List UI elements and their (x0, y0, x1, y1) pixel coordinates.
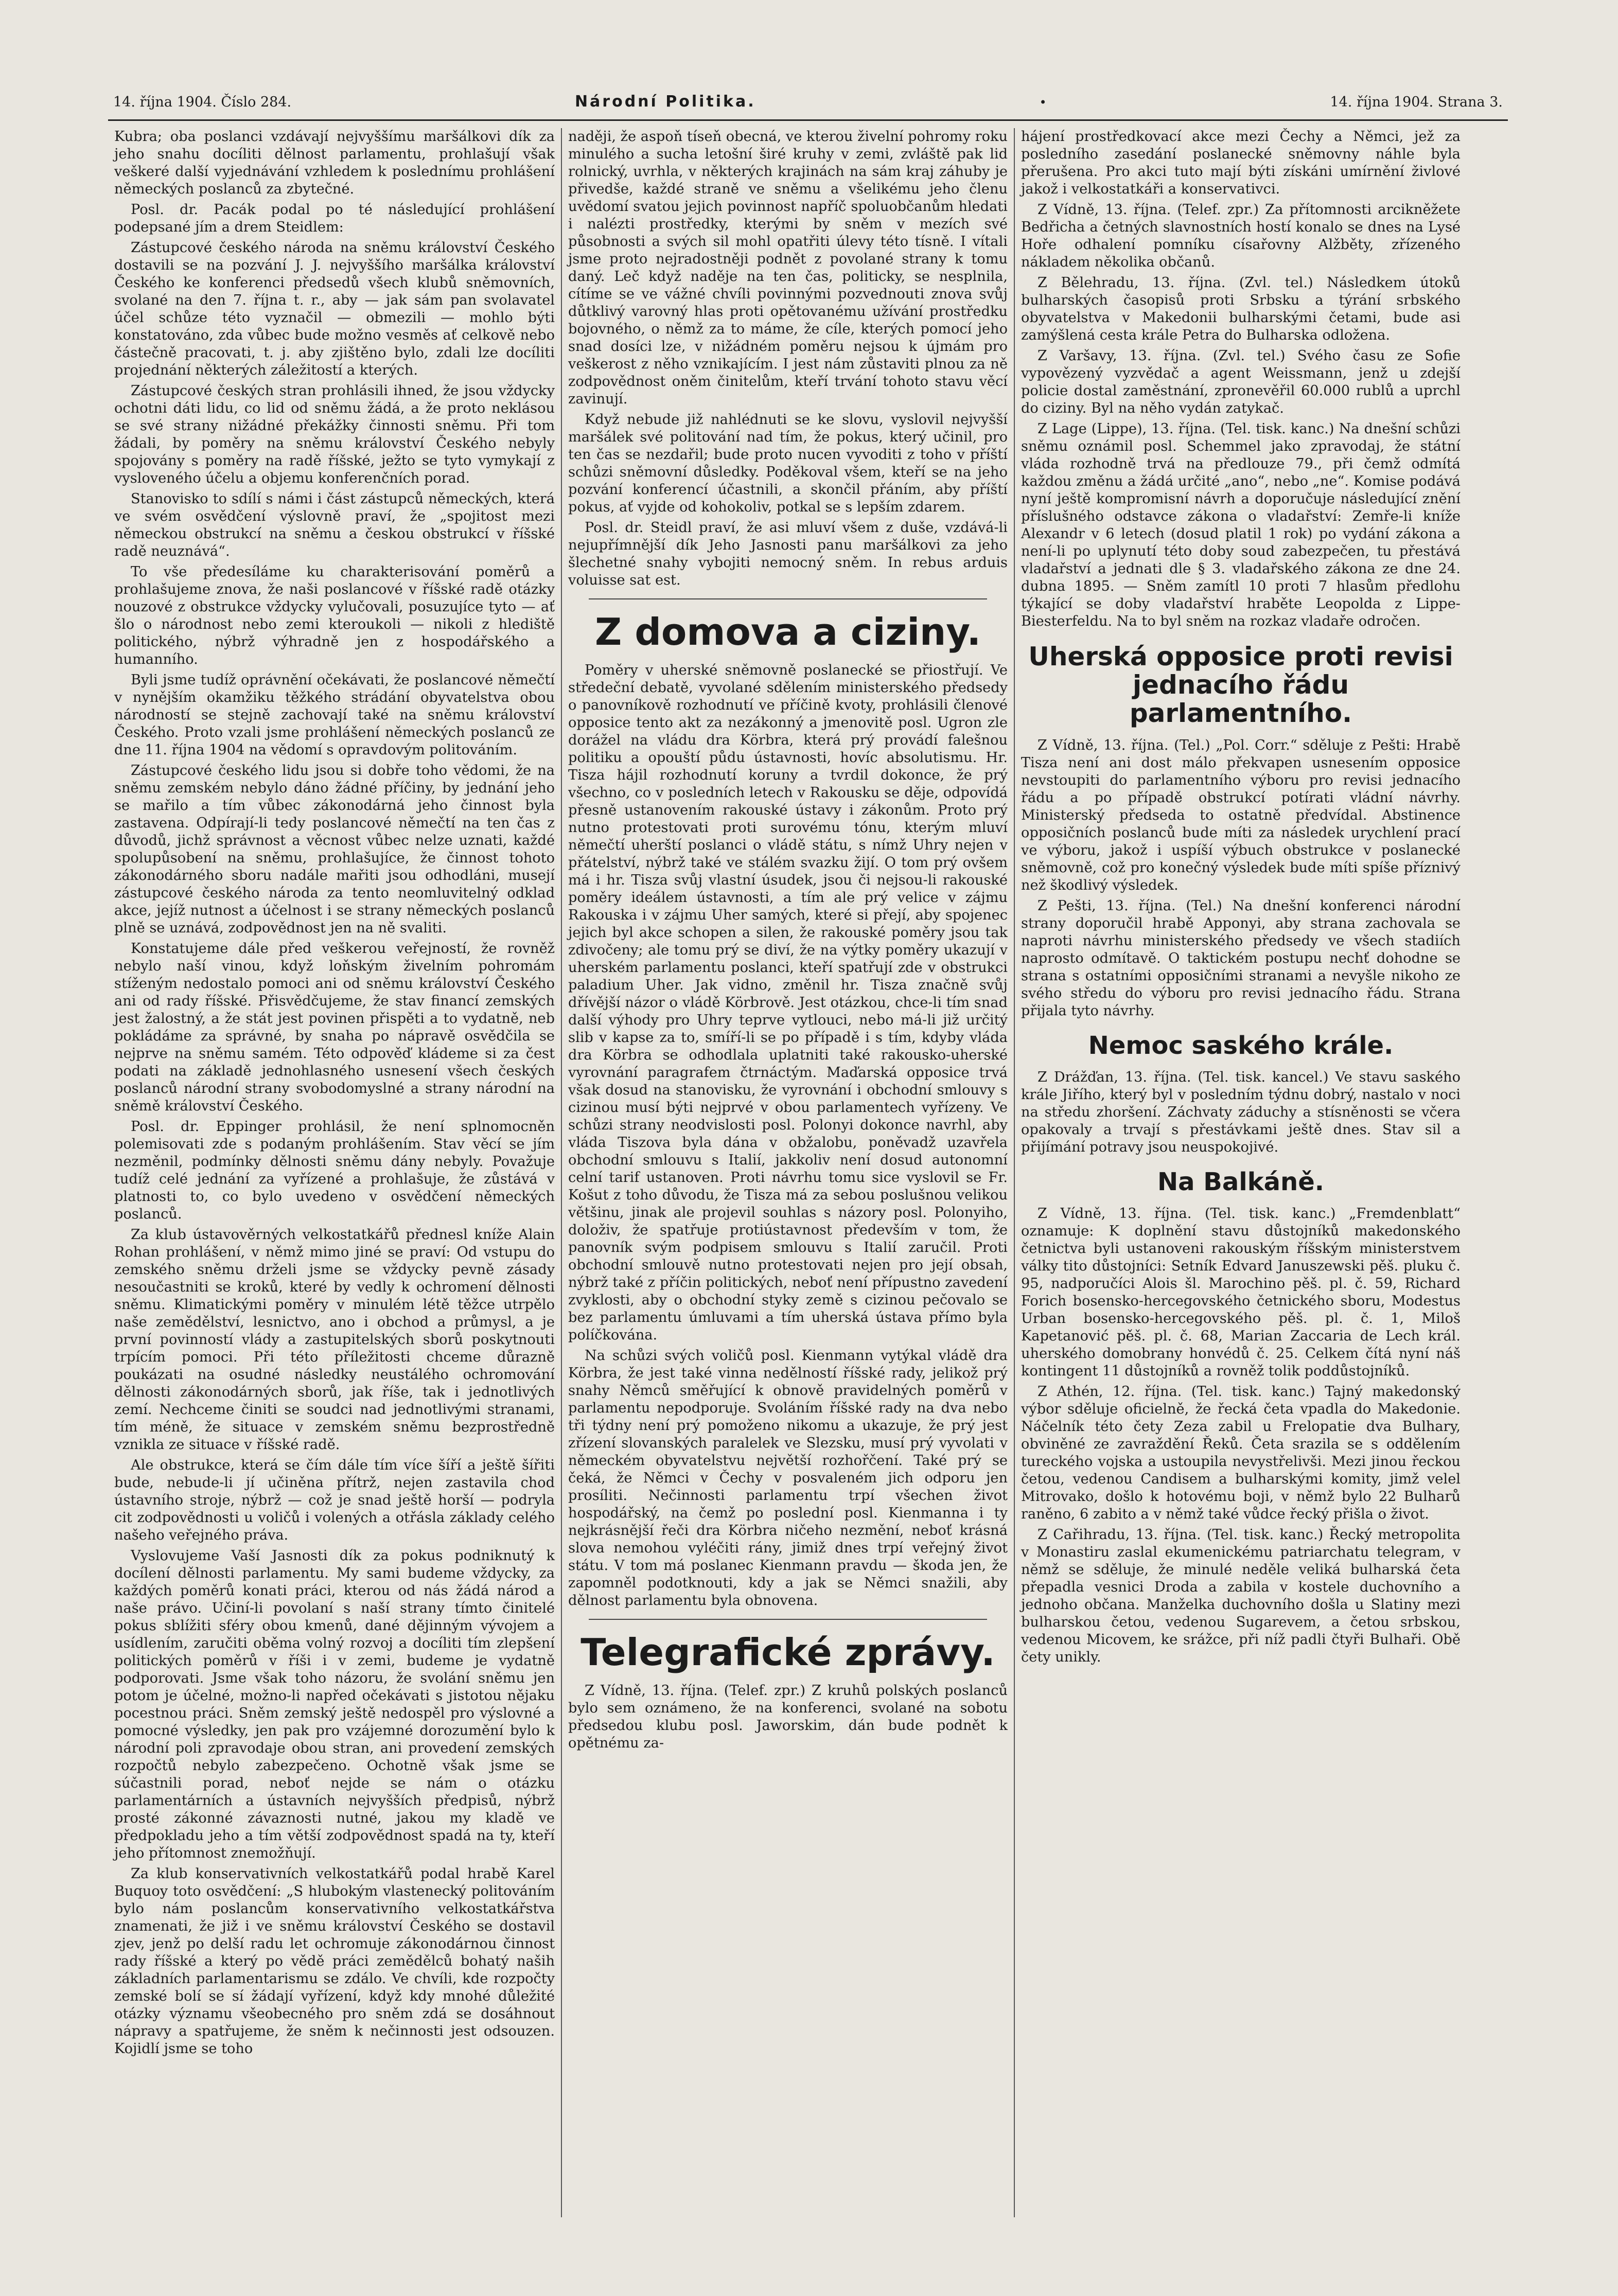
paragraph: Ale obstrukce, která se čím dále tím více šíří a ještě šířiti bude, nebude-li jí učiněna přítrž, nejen zastavila chod ústavního stroje, nýbrž — což je snad ještě horší — podryla cit zodpovědnosti u voličů i volených a otřásla základy celého našeho veřejného práva. (114, 1457, 555, 1543)
paragraph: Zástupcové českého národa na sněmu království Českého dostavili se na pozvání J. J. nejvyššího maršálka království Českého ke konferenci předsedů všech klubů sněmovních, svolané na den 7. října t. r., aby — jak sám pan svolavatel účel schůze této vyznačil — obmezili — mohlo býti konstatováno, zda vůbec bude možno vesměs ať celkově nebo částečně pracovati, t. j. aby zjištěno bylo, zdali lze docíliti projednání některých záležitostí a kterých. (114, 240, 555, 378)
paragraph: Z Vídně, 13. října. (Telef. zpr.) Za přítomnosti arcikněžete Bedřicha a četných slavnostních hostí konalo se dnes na Lysé Hoře odhalení pomníku císařovny Alžběty, zřízeného nákladem několika občanů. (1021, 202, 1461, 270)
paragraph: naději, že aspoň tíseň obecná, ve kterou živelní pohromy roku minulého a sucha letošní širé kruhy v zemi, zvláště pak lid rolnický, uvrhla, v některých krajinách na sám kraj záhuby je přivedše, každé straně ve sněmu a všelikému jeho členu uvědomí svatou jejich povinnost napříč spoluobčanům hledati i nalézti prostředky, kterými by sněm v mezích své působnosti a svých sil mohl opatřiti úlevy této tísně. I vítali jsme proto nejradostněji podnět z povolané strany k tomu daný. Leč když naděje na ten čas, politicky, se nesplnila, cítíme se ve vážné chvíli povinnými pozvednouti znova svůj důtklivý varovný hlas proti opětovanému užívání prostředku bojovného, o němž za to máme, že cíle, kterých pomocí jeho snad dosíci lze, v nižádném poměru nejsou k újmám pro veškerost z něho vznikajícím. I jest nám zůstaviti plnou za ně zodpovědnost oněm činitelům, kteří trvání tohoto stavu věcí zavinují. (568, 129, 1008, 407)
paragraph: Za klub ústavověrných velkostatkářů přednesl kníže Alain Rohan prohlášení, v němž mimo jiné se praví: Od vstupu do zemského sněmu drželi jsme se vždycky pevně zásady nesoučastniti se kroků, které by vedly k ochromení dělnosti sněmu. Klimatickými poměry v minulém létě těžce utrpělo naše zemědělství, lesnictvo, ano i obchod a průmysl, a je první povinností vlády a zastupitelských sborů poskytnouti trpícím pomoci. Při této příležitosti chceme důrazně poukázati na osudné následky neustálého ochromování dělnosti zákonodárných sborů, jak říše, tak i jednotlivých zemí. Nechceme činiti se soudci nad jednotlivými stranami, tím méně, že situace v zemském sněmu bezprostředně vznikla ze situace v říšské radě. (114, 1227, 555, 1453)
column-1 (108, 128, 561, 2217)
paragraph: Poměry v uherské sněmovně poslanecké se přiostřují. Ve středeční debatě, vyvolané sdělením ministerského předsedy o panovníkově rozhodnutí ve příčině kvoty, prohlásili členové opposice tento akt za nezákonný a jmenovitě posl. Ugron zle dorážel na vládu dra Körbra, která prý provádí falešnou politiku a opouští půdu ústavnosti, hovíc absolutismu. Hr. Tisza hájil rozhodnutí koruny a tvrdil dokonce, že prý všechno, co v posledních letech v Rakousku se děje, odpovídá přesně ustanovením rakouské ústavy i zákonům. Proto prý nutno protestovati proti surovému tónu, kterým mluví němečtí uherští poslanci o vládě státu, s nímž Uhry nejen v přátelství, nýbrž také ve stálém svazku žijí. O tom prý ovšem má i hr. Tisza svůj vlastní úsudek, jsou či nejsou-li rakouské poměry ideálem ústavnosti, a tím ale prý velice v zájmu Rakouska i v zájmu Uher samých, které si přejí, aby spojenec jejich byl akce schopen a silen, že rakouské poměry jsou tak zdivočeny; ale tomu prý se diví, že na výtky poměry ukazují v uherském parlamentu poslanci, kteří spatřují zde v obstrukci paladium Uher. Jak vidno, změnil hr. Tisza značně svůj dřívější názor o vládě Körbrově. Jest otázkou, chce-li tím snad další výhody pro Uhry teprve vytlouci, nebo má-li již určitý slib v kapse za to, smíří-li se po případě i s tím, kdyby vláda dra Körbra se odhodlala uplatniti také rakousko-uherské vyrovnání paragrafem čtrnáctým. Maďarská opposice trvá však dosud na stanovisku, že vyrovnání i obchodní smlouvy s cizinou musí býti nejprvé v obou parlamentech vyřízeny. Ve schůzi strany neodvislosti posl. Polonyi dokonce navrhl, aby vláda Tiszova byla dána v obžalobu, poněvadž uzavřela obchodní smlouvu s Italií, jakkoliv není dosud autonomní celní tarif ustanoven. Proti návrhu tomu sice vyslovil se Fr. Košut z toho důvodu, že Tisza má za sebou poslušnou velikou většinu, jinak ale projevil souhlas s názory posl. Polonyiho, doloživ, že spatřuje protiústavnost především v tom, že panovník svým podpisem smlouvu s Italií zaručil. Proti obchodní smlouvě nutno protestovati nejen pro její obsah, nýbrž také z příčin politických, neboť není přípustno zavedení zvyklosti, aby o obchodní styky země s cizinou pečovalo se bez parlamentu úmluvami a tím uherská ústava přímo byla políčkována. (568, 662, 1008, 1344)
paragraph: Z Vídně, 13. října. (Telef. zpr.) Z kruhů polských poslanců bylo sem oznámeno, že na konferenci, svolané na sobotu předsedou klubu posl. Jaworskim, dán bude podnět k opětnému za- (568, 1683, 1008, 1752)
paragraph: Z Drážďan, 13. října. (Tel. tisk. kancel.) Ve stavu saského krále Jiřího, který byl v posledním týdnu dobrý, nastalo v noci na středu zhoršení. Záchvaty záduchy a stísněnosti se včera opakovaly a trvají s přestávkami ještě dnes. Stav sil a přijímání potravy jsou neuspokojivé. (1021, 1069, 1461, 1155)
paragraph: Na schůzi svých voličů posl. Kienmann vytýkal vládě dra Körbra, že jest také vinna nedělností říšské rady, jelikož prý snahy Němců směřující k obnově pravidelných poměrů v parlamentu nepodporuje. Svoláním říšské rady na dva nebo tři týdny není prý pomoženo nikomu a ukazuje, že prý jest zřízení slovanských paralelek ve Slezsku, musí prý vyvolati v německém obyvatelstvu největší rozhořčení. Také prý se čeká, že Němci v Čechy v posvaleném jich odporu jen prosíliti. Nečinnosti parlamentu trpí všechen život hospodářský, na čemž po poslední posl. Kienmanna i ty nejkrásnější řeči dra Körbra ničeho nezmění, neboť krásná slova nemohou vyléčiti rány, jimiž dnes trpí veřejný život státu. V tom má poslanec Kienmann pravdu — škoda jen, že zapomněl podotknouti, kdy a jak se Němci snažili, aby dělnost parlamentu byla obnovena. (568, 1348, 1008, 1609)
header-mark: • (1039, 95, 1047, 110)
paragraph: Zástupcové českého lidu jsou si dobře toho vědomi, že na sněmu zemském nebylo dáno žádné příčiny, by jednání jeho se mařilo a tím vůbec zákonodárná jeho činnost byla zastavena. Odpírají-li tedy poslancové němečtí na ten čas z důvodů, jichž správnost a věcnost vůbec nelze uznati, každé spolupůsobení na sněmu, prohlašujíce, že činnost tohoto zákonodárného sboru nadále mařiti jsou odhodláni, musejí zástupcové českého národa za tento neomluvitelný odklad akce, jejíž nutnost a účelnost i se strany německých poslanců plně se uznává, zodpovědnost jen na ně svaliti. (114, 763, 555, 936)
paragraph: Vyslovujeme Vaší Jasnosti dík za pokus podniknutý k docílení dělnosti parlamentu. My sami budeme vždycky, za každých poměrů konati práci, kterou od nás žádá národ a naše právo. Učiní-li povolaní s naší strany tímto činitelé pokus sblížiti sféry obou kmenů, dané dějinným vývojem a usídlením, zaručiti oběma volný rozvoj a docíliti tím zlepšení politických poměrů v říši i v zemi, budeme je vydatně podporovati. Jsme však toho názoru, že svolání sněmu jen potom je účelné, možno-li napřed očekávati s jistotou nějaku pocestnou práci. Sněm zemský ještě nedospěl pro výslovné a pomocné výsledky, jen pak pro vzájemné dorozumění bylo k národní poli zpravodaje obou stran, ani provedení zemských rozpočtů nebylo zabezpečeno. Ochotně však jsme se súčastnili porad, neboť nejde se nám o otázku parlamentárních a ústavních nejvyšších předpisů, nýbrž prosté zákonné závaznosti nutné, jakou my kladě ve předpokladu jeho a tím větší zodpovědnost spadá na ty, kteří jeho přítomnost znemožňují. (114, 1548, 555, 1861)
paragraph: Z Bělehradu, 13. října. (Zvl. tel.) Následkem útoků bulharských časopisů proti Srbsku a týrání srbského obyvatelstva v Makedonii bulharskými četami, bude asi zamýšlená cesta krále Petra do Bulharska odložena. (1021, 275, 1461, 343)
paragraph: Z Vídně, 13. října. (Tel. tisk. kanc.) „Fremdenblatt“ oznamuje: K doplnění stavu důstojníků makedonského četnictva byli ustanoveni rakouským říšským ministerstvem války tito důstojníci: Setník Edvard Januszewski pěš. pluku č. 95, nadporučíci Alois šl. Marochino pěš. pl. č. 59, Richard Forich bosensko-hercegovského četnického sboru, Modestus Urban bosensko-hercegovského pěš. pl. č. 1, Miloš Kapetanović pěš. pl. č. 68, Marian Zaccaria de Lech král. uherského domobrany honvédů č. 25. Celkem čítá nyní náš kontingent 11 důstojníků a rovněž tolik poddůstojníků. (1021, 1205, 1461, 1379)
column-2 (561, 128, 1014, 2217)
paragraph: Byli jsme tudíž oprávnění očekávati, že poslancové němečtí v nynějším okamžiku těžkého strádání obyvatelstva obou národností se stejně zachovají také na sněmu království Českého. Proto vzali jsme prohlášení německých poslanců ze dne 11. října 1904 na vědomí s opravdovým politováním. (114, 672, 555, 758)
divider (589, 598, 987, 599)
section-heading-domestic: Z domova a ciziny. (595, 610, 981, 654)
divider (589, 1619, 987, 1620)
section-heading-king-illness: Nemoc saského krále. (1088, 1031, 1394, 1060)
newspaper-page (108, 93, 1508, 2228)
paragraph: Z Pešti, 13. října. (Tel.) Na dnešní konferenci národní strany doporučil hrabě Apponyi, aby strana zachovala se naproti návrhu ministerského předsedy ve všech stadiích naprosto odmítavě. O taktickém postupu nechť dohodne se strana s ostatními opposičními stranami a nevyšle nikoho ze svého středu do výboru pro revisi jednacího řádu. Strana přijala tyto návrhy. (1021, 898, 1461, 1019)
paragraph: Z Cařihradu, 13. října. (Tel. tisk. kanc.) Řecký metropolita v Monastiru zaslal ekumenickému patriarchatu telegram, v němž se sděluje, že minulé neděle veliká bulharská četa přepadla vesnici Droda a zabila v kostele duchovního a jednoho občana. Manželka duchovního došla u Slatiny mezi bulharskou četou, vedenou Sugarevem, a četou srbskou, vedenou Micovem, ke srážce, při níž padli čtyři Bulhaři. Obě čety unikly. (1021, 1526, 1461, 1665)
paragraph: Posl. dr. Pacák podal po té následující prohlášení podepsané jím a drem Steidlem: (114, 202, 555, 235)
section-heading-hungarian-opposition: Uherská opposice proti revisi jednacího řádu parlamentního. (1028, 642, 1453, 728)
paragraph: Konstatujeme dále před veškerou veřejností, že rovněž nebylo naší vinou, když loňským živelním pohromám stíženým nedostalo pomoci ani od sněmu království Českého ani od rady říšské. Přisvědčujeme, že stav financí zemských jest žalostný, a že stát jest povinen přispěti a to vydatně, neb pokládáme za správné, by snaha po nápravě osvědčila se nejprve na sněmu samém. Této odpověď kládeme si za čest podati na základě jednohlasného usnesení všech českých poslanců národní strany svobodomyslné a strany národní na sněmě království Českého. (114, 941, 555, 1114)
paragraph: Z Vídně, 13. října. (Tel.) „Pol. Corr.“ sděluje z Pešti: Hrabě Tisza není ani dost málo překvapen usnesením opposice nevstoupiti do parlamentního výboru pro revisi jednacího řádu a po případě obstrukcí potírati vládní návrhy. Ministerský předseda to ostatně předvídal. Abstinence opposičních poslanců bude míti za následek urychlení prací ve výboru, jakož i uspíší výbuch obstrukce v poslanecké sněmovně, což pro konečný výsledek bude míti spíše příznivý než škodlivý výsledek. (1021, 737, 1461, 893)
section-heading-balkans: Na Balkáně. (1157, 1167, 1324, 1196)
section-heading-telegraph: Telegrafické zprávy. (581, 1631, 995, 1674)
page-header (108, 93, 1508, 121)
paragraph: Z Athén, 12. října. (Tel. tisk. kanc.) Tajný makedonský výbor sděluje oficielně, že řecká četa vpadla do Makedonie. Náčelník této čety Zeza zabil u Frelopatie dva Bulhary, obviněné ze zavraždění Řeků. Četa srazila se s oddělením tureckého vojska a ustoupila nevystřelivši. Mezi jinou řeckou četou, vedenou Candisem a bulharskými komity, jimž velel Mitrovako, došlo k hotovému boji, v němž bylo 22 Bulharů raněno, 6 zabito a v němž také vůdce řecký přišla o život. (1021, 1383, 1461, 1522)
header-right: 14. října 1904. Strana 3. (1330, 94, 1503, 110)
masthead: Národní Politika. (574, 93, 756, 111)
paragraph: Z Lage (Lippe), 13. října. (Tel. tisk. kanc.) Na dnešní schůzi sněmu oznámil posl. Schemmel jako zpravodaj, že státní vláda rozhodně trvá na předlouze 79., při čemž odmítá každou změnu a žádá určité „ano“, nebo „ne“. Komise podává nyní ještě kompromisní návrh a doporučuje následující znění příslušného odstavce zákona o vladařství: Zemře-li kníže Alexandr v 6 letech (dosud platil 1 rok) po vydání zákona a není-li po uplynutí této doby soud zabezpečen, tu přestává vladařství a jednati dle § 3. vladařského zákona ze dne 24. dubna 1895. — Sněm zamítl 10 proti 7 hlasům předlohu týkající se doby vladařství hraběte Leopolda z Lippe-Biesterfeldu. Na to byl sněm na rozkaz vladaře odročen. (1021, 421, 1461, 629)
paragraph: Stanovisko to sdílí s námi i část zástupců německých, která ve svém osvědčení výslovně praví, že „spojitost mezi německou obstrukcí na sněmu a českou obstrukcí v říšské radě neuznává“. (114, 491, 555, 559)
paragraph: Když nebude již nahlédnuti se ke slovu, vyslovil nejvyšší maršálek své politování nad tím, že pokus, který učinil, pro ten čas se nezdařil; bude proto nucen vyvoditi z toho v příští schůzi sněmovní důsledky. Poděkoval všem, kteří se na jeho pozvání konferencí účastnili, a skončil přáním, aby příští pokus, ať vyjde od kohokoliv, potkal se s lepším zdarem. (568, 412, 1008, 515)
paragraph: Za klub konservativních velkostatkářů podal hrabě Karel Buquoy toto osvědčení: „S hlubokým vlastenecký politováním bylo nám poslancům konservativního velkostatkářstva znamenati, že již i ve sněmu království Českého se dostavil zjev, jenž po delší radu let ochromuje zákonodárnou činnost rady říšské a který po vědě práci zemědělců bohatý naših základních parlamentarismu se zdálo. Ve chvíli, kde rozpočty zemské bolí se sí žádají vyřízení, když kdy mnohé důležité otázky významu všeobecného pro sněm zdá se dosáhnout nápravy a spatřujeme, že sněm k nečinnosti jest odsouzen. Kojidlí jsme se toho (114, 1866, 555, 2057)
column-3 (1014, 128, 1467, 2217)
paragraph: Kubra; oba poslanci vzdávají nejvyššímu maršálkovi dík za jeho snahu docíliti dělnost parlamentu, prohlašují však veškeré další vyjednávání vzhledem k poslednímu prohlášení německých poslanců za zbytečné. (114, 129, 555, 197)
paragraph: To vše předesíláme ku charakterisování poměrů a prohlašujeme znova, že naši poslancové v říšské radě otázky nouzové z obstrukce vždycky vylučovali, posuzujíce tyto — ať šlo o národnost nebo zemi kteroukoli — nikoli z hlediště politického, nýbrž výhradně jen z hospodářského a humanního. (114, 564, 555, 667)
header-left: 14. října 1904. Číslo 284. (113, 94, 292, 110)
paragraph: Posl. dr. Eppinger prohlásil, že není splnomocněn polemisovati zde s podaným prohlášením. Stav věcí se jím nezměnil, podmínky dělnosti sněmu dány nebyly. Považuje tudíž celé jednání za vyřízené a prohlašuje, že zůstává v platnosti to, co bylo uvedeno v osvědčení německých poslanců. (114, 1119, 555, 1222)
paragraph: hájení prostředkovací akce mezi Čechy a Němci, jež za posledního zasedání poslanecké sněmovny náhle byla přerušena. Pro akci tuto mají býti získáni umírnění živlové jakož i velkostatkáři a konservativci. (1021, 129, 1461, 197)
paragraph: Zástupcové českých stran prohlásili ihned, že jsou vždycky ochotni dáti lidu, co lid od sněmu žádá, a že proto neklásou se své strany nižádné překážky činnosti sněmu. Při tom žádali, by poměry na sněmu království Českého nebyly spojovány s poměry na radě říšské, ježto se tyto vymykají z vysloveného účelu a objemu konferenčních porad. (114, 383, 555, 486)
paragraph: Posl. dr. Steidl praví, že asi mluví všem z duše, vzdává-li nejupřímnější dík Jeho Jasnosti panu maršálkovi za jeho šlechetné snahy vybojiti nemocný sněm. In rebus arduis voluisse sat est. (568, 520, 1008, 588)
columns (108, 128, 1508, 2217)
paragraph: Z Varšavy, 13. října. (Zvl. tel.) Svého času ze Sofie vypovězený vyzvědač a agent Weissmann, jenž u zdejší policie dostal zaměstnání, zpronevěřil 60.000 rublů a uprchl do ciziny. Byl na něho vydán zatykač. (1021, 348, 1461, 416)
